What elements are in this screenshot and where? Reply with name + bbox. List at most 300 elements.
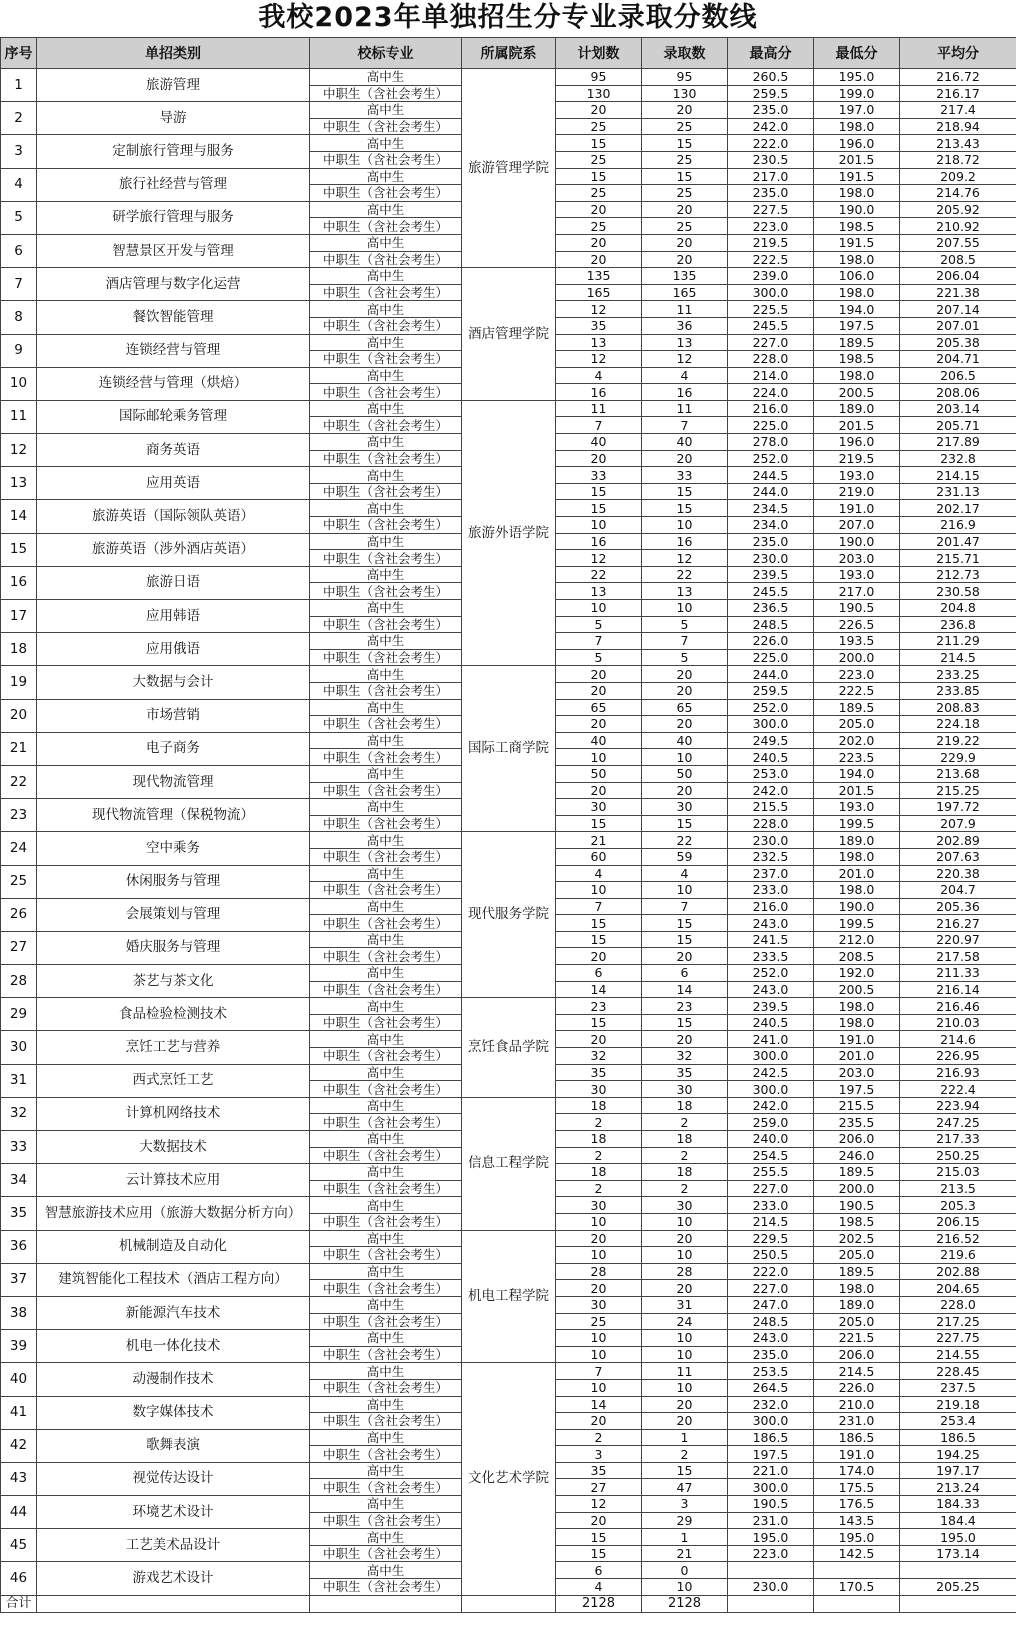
- max-score-cell: 243.0: [728, 981, 814, 998]
- major-name: 连锁经营与管理（烘焙）: [37, 367, 310, 400]
- student-type-cell: 中职生（含社会考生）: [310, 1413, 462, 1430]
- plan-count-cell: 10: [556, 1346, 642, 1363]
- student-type-cell: 高中生: [310, 201, 462, 218]
- admitted-count-cell: 20: [642, 948, 728, 965]
- student-type-cell: 中职生（含社会考生）: [310, 1512, 462, 1529]
- major-name: 大数据与会计: [37, 666, 310, 699]
- avg-score-cell: 231.13: [900, 483, 1016, 500]
- department-name: 现代服务学院: [462, 832, 556, 998]
- plan-count-cell: 35: [556, 1462, 642, 1479]
- total-empty-cell: [814, 1595, 900, 1612]
- avg-score-cell: 216.27: [900, 915, 1016, 932]
- plan-count-cell: 13: [556, 334, 642, 351]
- major-name: 研学旅行管理与服务: [37, 201, 310, 234]
- department-name: 旅游外语学院: [462, 400, 556, 666]
- student-type-cell: 高中生: [310, 168, 462, 185]
- major-name: 国际邮轮乘务管理: [37, 400, 310, 433]
- student-type-cell: 中职生（含社会考生）: [310, 351, 462, 368]
- student-type-cell: 中职生（含社会考生）: [310, 185, 462, 202]
- department-name: 烹饪食品学院: [462, 998, 556, 1098]
- table-row: [1, 400, 1016, 417]
- max-score-cell: 255.5: [728, 1164, 814, 1181]
- max-score-cell: 244.5: [728, 467, 814, 484]
- plan-count-cell: 95: [556, 69, 642, 86]
- plan-count-cell: 18: [556, 1131, 642, 1148]
- admitted-count-cell: 24: [642, 1313, 728, 1330]
- avg-score-cell: 215.03: [900, 1164, 1016, 1181]
- row-index: 21: [1, 732, 37, 765]
- major-name: 旅游管理: [37, 69, 310, 102]
- max-score-cell: 244.0: [728, 483, 814, 500]
- student-type-cell: 中职生（含社会考生）: [310, 1247, 462, 1264]
- min-score-cell: 189.5: [814, 1263, 900, 1280]
- max-score-cell: 239.5: [728, 566, 814, 583]
- max-score-cell: 300.0: [728, 1413, 814, 1430]
- avg-score-cell: 227.75: [900, 1330, 1016, 1347]
- student-type-cell: 高中生: [310, 234, 462, 251]
- row-index: 14: [1, 500, 37, 533]
- max-score-cell: 248.5: [728, 1313, 814, 1330]
- major-name: 休闲服务与管理: [37, 865, 310, 898]
- min-score-cell: 186.5: [814, 1429, 900, 1446]
- min-score-cell: 214.5: [814, 1363, 900, 1380]
- avg-score-cell: 213.24: [900, 1479, 1016, 1496]
- max-score-cell: 278.0: [728, 434, 814, 451]
- max-score-cell: [728, 1562, 814, 1579]
- row-index: 22: [1, 765, 37, 798]
- plan-count-cell: 40: [556, 434, 642, 451]
- student-type-cell: 中职生（含社会考生）: [310, 1213, 462, 1230]
- row-index: 38: [1, 1296, 37, 1329]
- avg-score-cell: 211.29: [900, 633, 1016, 650]
- student-type-cell: 中职生（含社会考生）: [310, 1180, 462, 1197]
- admitted-count-cell: 4: [642, 367, 728, 384]
- min-score-cell: 198.0: [814, 848, 900, 865]
- plan-count-cell: 2: [556, 1114, 642, 1131]
- admitted-count-cell: 15: [642, 931, 728, 948]
- student-type-cell: 中职生（含社会考生）: [310, 384, 462, 401]
- row-index: 37: [1, 1263, 37, 1296]
- row-index: 29: [1, 998, 37, 1031]
- student-type-cell: 高中生: [310, 865, 462, 882]
- student-type-cell: 中职生（含社会考生）: [310, 517, 462, 534]
- plan-count-cell: 21: [556, 832, 642, 849]
- avg-score-cell: [900, 1562, 1016, 1579]
- max-score-cell: 240.0: [728, 1131, 814, 1148]
- total-empty-cell: [900, 1595, 1016, 1612]
- plan-count-cell: 20: [556, 948, 642, 965]
- avg-score-cell: 253.4: [900, 1413, 1016, 1430]
- plan-count-cell: 20: [556, 1280, 642, 1297]
- admitted-count-cell: 40: [642, 732, 728, 749]
- max-score-cell: 250.5: [728, 1247, 814, 1264]
- student-type-cell: 高中生: [310, 965, 462, 982]
- max-score-cell: 214.0: [728, 367, 814, 384]
- student-type-cell: 高中生: [310, 1197, 462, 1214]
- plan-count-cell: 30: [556, 1296, 642, 1313]
- plan-count-cell: 28: [556, 1263, 642, 1280]
- plan-count-cell: 7: [556, 633, 642, 650]
- plan-count-cell: 2: [556, 1147, 642, 1164]
- admitted-count-cell: 10: [642, 1330, 728, 1347]
- admitted-count-cell: 20: [642, 450, 728, 467]
- plan-count-cell: 13: [556, 583, 642, 600]
- max-score-cell: 190.5: [728, 1496, 814, 1513]
- min-score-cell: 190.0: [814, 533, 900, 550]
- max-score-cell: 225.0: [728, 649, 814, 666]
- max-score-cell: 244.0: [728, 666, 814, 683]
- avg-score-cell: 209.2: [900, 168, 1016, 185]
- avg-score-cell: 204.7: [900, 882, 1016, 899]
- min-score-cell: 198.0: [814, 185, 900, 202]
- avg-score-cell: 204.8: [900, 600, 1016, 617]
- student-type-cell: 中职生（含社会考生）: [310, 981, 462, 998]
- student-type-cell: 中职生（含社会考生）: [310, 782, 462, 799]
- avg-score-cell: 205.38: [900, 334, 1016, 351]
- min-score-cell: 189.5: [814, 1164, 900, 1181]
- max-score-cell: 253.5: [728, 1363, 814, 1380]
- avg-score-cell: 184.4: [900, 1512, 1016, 1529]
- admitted-count-cell: 10: [642, 517, 728, 534]
- admitted-count-cell: 15: [642, 1014, 728, 1031]
- max-score-cell: 239.5: [728, 998, 814, 1015]
- min-score-cell: 198.5: [814, 351, 900, 368]
- min-score-cell: 198.5: [814, 1213, 900, 1230]
- student-type-cell: 高中生: [310, 1396, 462, 1413]
- student-type-cell: 高中生: [310, 765, 462, 782]
- admitted-count-cell: 11: [642, 400, 728, 417]
- avg-score-cell: 202.89: [900, 832, 1016, 849]
- admitted-count-cell: 11: [642, 1363, 728, 1380]
- table-row: [1, 268, 1016, 285]
- min-score-cell: 198.0: [814, 118, 900, 135]
- plan-count-cell: 20: [556, 1512, 642, 1529]
- min-score-cell: 193.0: [814, 467, 900, 484]
- admitted-count-cell: 20: [642, 1396, 728, 1413]
- avg-score-cell: 250.25: [900, 1147, 1016, 1164]
- min-score-cell: 190.5: [814, 1197, 900, 1214]
- total-empty-cell: [37, 1595, 310, 1612]
- row-index: 4: [1, 168, 37, 201]
- table-row: [1, 666, 1016, 683]
- total-plan: 2128: [556, 1595, 642, 1612]
- max-score-cell: 259.0: [728, 1114, 814, 1131]
- max-score-cell: 232.0: [728, 1396, 814, 1413]
- min-score-cell: 191.0: [814, 1446, 900, 1463]
- avg-score-cell: 216.9: [900, 517, 1016, 534]
- row-index: 9: [1, 334, 37, 367]
- admitted-count-cell: 135: [642, 268, 728, 285]
- avg-score-cell: 205.36: [900, 898, 1016, 915]
- row-index: 19: [1, 666, 37, 699]
- avg-score-cell: 202.88: [900, 1263, 1016, 1280]
- student-type-cell: 高中生: [310, 1263, 462, 1280]
- plan-count-cell: 130: [556, 85, 642, 102]
- max-score-cell: 234.0: [728, 517, 814, 534]
- max-score-cell: 245.5: [728, 583, 814, 600]
- max-score-cell: 240.5: [728, 1014, 814, 1031]
- avg-score-cell: 216.93: [900, 1064, 1016, 1081]
- plan-count-cell: 4: [556, 367, 642, 384]
- admitted-count-cell: 165: [642, 284, 728, 301]
- student-type-cell: 高中生: [310, 1230, 462, 1247]
- student-type-cell: 中职生（含社会考生）: [310, 1479, 462, 1496]
- student-type-cell: 中职生（含社会考生）: [310, 1280, 462, 1297]
- admitted-count-cell: 6: [642, 965, 728, 982]
- major-name: 机电一体化技术: [37, 1330, 310, 1363]
- plan-count-cell: 11: [556, 400, 642, 417]
- plan-count-cell: 18: [556, 1097, 642, 1114]
- min-score-cell: 194.0: [814, 765, 900, 782]
- avg-score-cell: 217.89: [900, 434, 1016, 451]
- plan-count-cell: 12: [556, 351, 642, 368]
- avg-score-cell: 212.73: [900, 566, 1016, 583]
- admitted-count-cell: 15: [642, 815, 728, 832]
- admitted-count-cell: 15: [642, 135, 728, 152]
- row-index: 1: [1, 69, 37, 102]
- min-score-cell: 189.5: [814, 699, 900, 716]
- min-score-cell: 176.5: [814, 1496, 900, 1513]
- admitted-count-cell: 15: [642, 1462, 728, 1479]
- plan-count-cell: 20: [556, 1413, 642, 1430]
- avg-score-cell: 232.8: [900, 450, 1016, 467]
- major-name: 旅游日语: [37, 566, 310, 599]
- max-score-cell: 216.0: [728, 400, 814, 417]
- plan-count-cell: 15: [556, 483, 642, 500]
- min-score-cell: 201.5: [814, 782, 900, 799]
- avg-score-cell: 213.43: [900, 135, 1016, 152]
- student-type-cell: 中职生（含社会考生）: [310, 251, 462, 268]
- student-type-cell: 高中生: [310, 102, 462, 119]
- max-score-cell: 242.5: [728, 1064, 814, 1081]
- admitted-count-cell: 25: [642, 185, 728, 202]
- avg-score-cell: 197.17: [900, 1462, 1016, 1479]
- min-score-cell: 203.0: [814, 1064, 900, 1081]
- student-type-cell: 高中生: [310, 998, 462, 1015]
- student-type-cell: 高中生: [310, 1363, 462, 1380]
- max-score-cell: 242.0: [728, 118, 814, 135]
- total-empty-cell: [728, 1595, 814, 1612]
- avg-score-cell: 205.25: [900, 1579, 1016, 1596]
- row-index: 16: [1, 566, 37, 599]
- major-name: 大数据技术: [37, 1131, 310, 1164]
- admitted-count-cell: 40: [642, 434, 728, 451]
- admitted-count-cell: 25: [642, 118, 728, 135]
- max-score-cell: 222.0: [728, 1263, 814, 1280]
- max-score-cell: 300.0: [728, 716, 814, 733]
- max-score-cell: 247.0: [728, 1296, 814, 1313]
- table-row: [1, 1363, 1016, 1380]
- plan-count-cell: 25: [556, 151, 642, 168]
- admitted-count-cell: 2: [642, 1147, 728, 1164]
- department-name: 旅游管理学院: [462, 69, 556, 268]
- admitted-count-cell: 2: [642, 1180, 728, 1197]
- min-score-cell: 235.5: [814, 1114, 900, 1131]
- major-name: 工艺美术品设计: [37, 1529, 310, 1562]
- admitted-count-cell: 14: [642, 981, 728, 998]
- plan-count-cell: 12: [556, 550, 642, 567]
- avg-score-cell: 218.94: [900, 118, 1016, 135]
- min-score-cell: 202.0: [814, 732, 900, 749]
- avg-score-cell: 204.65: [900, 1280, 1016, 1297]
- admitted-count-cell: 13: [642, 334, 728, 351]
- major-name: 空中乘务: [37, 832, 310, 865]
- admitted-count-cell: 30: [642, 1081, 728, 1098]
- max-score-cell: 252.0: [728, 965, 814, 982]
- admitted-count-cell: 7: [642, 417, 728, 434]
- plan-count-cell: 12: [556, 1496, 642, 1513]
- avg-score-cell: 206.5: [900, 367, 1016, 384]
- max-score-cell: 230.5: [728, 151, 814, 168]
- max-score-cell: 233.5: [728, 948, 814, 965]
- max-score-cell: 217.0: [728, 168, 814, 185]
- max-score-cell: 233.0: [728, 1197, 814, 1214]
- avg-score-cell: 220.97: [900, 931, 1016, 948]
- total-empty-cell: [462, 1595, 556, 1612]
- student-type-cell: 高中生: [310, 1496, 462, 1513]
- max-score-cell: 231.0: [728, 1512, 814, 1529]
- avg-score-cell: 206.15: [900, 1213, 1016, 1230]
- avg-score-cell: 194.25: [900, 1446, 1016, 1463]
- student-type-cell: 中职生（含社会考生）: [310, 1379, 462, 1396]
- plan-count-cell: 5: [556, 649, 642, 666]
- plan-count-cell: 16: [556, 533, 642, 550]
- row-index: 24: [1, 832, 37, 865]
- admitted-count-cell: 25: [642, 218, 728, 235]
- student-type-cell: 高中生: [310, 699, 462, 716]
- avg-score-cell: 211.33: [900, 965, 1016, 982]
- major-name: 定制旅行管理与服务: [37, 135, 310, 168]
- col-header-admitted: 录取数: [642, 38, 728, 69]
- student-type-cell: 高中生: [310, 69, 462, 86]
- max-score-cell: 241.5: [728, 931, 814, 948]
- min-score-cell: 210.0: [814, 1396, 900, 1413]
- min-score-cell: 198.0: [814, 1280, 900, 1297]
- max-score-cell: 228.0: [728, 351, 814, 368]
- major-name: 应用韩语: [37, 600, 310, 633]
- major-name: 机械制造及自动化: [37, 1230, 310, 1263]
- student-type-cell: 中职生（含社会考生）: [310, 550, 462, 567]
- avg-score-cell: 228.0: [900, 1296, 1016, 1313]
- plan-count-cell: 15: [556, 500, 642, 517]
- max-score-cell: 229.5: [728, 1230, 814, 1247]
- plan-count-cell: 20: [556, 201, 642, 218]
- avg-score-cell: 247.25: [900, 1114, 1016, 1131]
- student-type-cell: 中职生（含社会考生）: [310, 948, 462, 965]
- plan-count-cell: 4: [556, 865, 642, 882]
- max-score-cell: 195.0: [728, 1529, 814, 1546]
- row-index: 27: [1, 931, 37, 964]
- row-index: 33: [1, 1131, 37, 1164]
- student-type-cell: 高中生: [310, 367, 462, 384]
- admitted-count-cell: 32: [642, 1048, 728, 1065]
- admitted-count-cell: 12: [642, 351, 728, 368]
- avg-score-cell: 207.14: [900, 301, 1016, 318]
- row-index: 10: [1, 367, 37, 400]
- min-score-cell: 195.0: [814, 1529, 900, 1546]
- student-type-cell: 中职生（含社会考生）: [310, 1147, 462, 1164]
- min-score-cell: 191.5: [814, 234, 900, 251]
- admitted-count-cell: 22: [642, 832, 728, 849]
- admitted-count-cell: 20: [642, 782, 728, 799]
- max-score-cell: 260.5: [728, 69, 814, 86]
- max-score-cell: 300.0: [728, 1081, 814, 1098]
- min-score-cell: [814, 1562, 900, 1579]
- row-index: 30: [1, 1031, 37, 1064]
- avg-score-cell: 215.71: [900, 550, 1016, 567]
- admitted-count-cell: 3: [642, 1496, 728, 1513]
- major-name: 旅游英语（国际领队英语）: [37, 500, 310, 533]
- admitted-count-cell: 130: [642, 85, 728, 102]
- plan-count-cell: 20: [556, 682, 642, 699]
- admitted-count-cell: 22: [642, 566, 728, 583]
- min-score-cell: 217.0: [814, 583, 900, 600]
- row-index: 41: [1, 1396, 37, 1429]
- min-score-cell: 201.0: [814, 865, 900, 882]
- avg-score-cell: 213.5: [900, 1180, 1016, 1197]
- major-name: 茶艺与茶文化: [37, 965, 310, 998]
- admitted-count-cell: 10: [642, 1579, 728, 1596]
- admitted-count-cell: 13: [642, 583, 728, 600]
- plan-count-cell: 20: [556, 782, 642, 799]
- student-type-cell: 中职生（含社会考生）: [310, 649, 462, 666]
- avg-score-cell: 207.01: [900, 317, 1016, 334]
- min-score-cell: 206.0: [814, 1346, 900, 1363]
- student-type-cell: 高中生: [310, 434, 462, 451]
- plan-count-cell: 35: [556, 1064, 642, 1081]
- row-index: 39: [1, 1330, 37, 1363]
- admitted-count-cell: 2: [642, 1446, 728, 1463]
- student-type-cell: 中职生（含社会考生）: [310, 1014, 462, 1031]
- min-score-cell: 197.0: [814, 102, 900, 119]
- table-row: [1, 998, 1016, 1015]
- total-empty-cell: [310, 1595, 462, 1612]
- admitted-count-cell: 36: [642, 317, 728, 334]
- min-score-cell: 246.0: [814, 1147, 900, 1164]
- major-name: 酒店管理与数字化运营: [37, 268, 310, 301]
- min-score-cell: 191.5: [814, 168, 900, 185]
- row-index: 17: [1, 600, 37, 633]
- major-name: 连锁经营与管理: [37, 334, 310, 367]
- min-score-cell: 212.0: [814, 931, 900, 948]
- max-score-cell: 235.0: [728, 102, 814, 119]
- max-score-cell: 252.0: [728, 450, 814, 467]
- student-type-cell: 高中生: [310, 799, 462, 816]
- major-name: 云计算技术应用: [37, 1164, 310, 1197]
- plan-count-cell: 35: [556, 317, 642, 334]
- admitted-count-cell: 10: [642, 1213, 728, 1230]
- admitted-count-cell: 30: [642, 799, 728, 816]
- admitted-count-cell: 4: [642, 865, 728, 882]
- plan-count-cell: 10: [556, 882, 642, 899]
- col-header-min-score: 最低分: [814, 38, 900, 69]
- admitted-count-cell: 15: [642, 915, 728, 932]
- student-type-cell: 中职生（含社会考生）: [310, 417, 462, 434]
- row-index: 3: [1, 135, 37, 168]
- row-index: 44: [1, 1496, 37, 1529]
- max-score-cell: 233.0: [728, 882, 814, 899]
- plan-count-cell: 3: [556, 1446, 642, 1463]
- department-name: 信息工程学院: [462, 1097, 556, 1230]
- min-score-cell: 215.5: [814, 1097, 900, 1114]
- student-type-cell: 高中生: [310, 600, 462, 617]
- avg-score-cell: 216.17: [900, 85, 1016, 102]
- student-type-cell: 高中生: [310, 1131, 462, 1148]
- avg-score-cell: 195.0: [900, 1529, 1016, 1546]
- plan-count-cell: 4: [556, 1579, 642, 1596]
- min-score-cell: 207.0: [814, 517, 900, 534]
- min-score-cell: 174.0: [814, 1462, 900, 1479]
